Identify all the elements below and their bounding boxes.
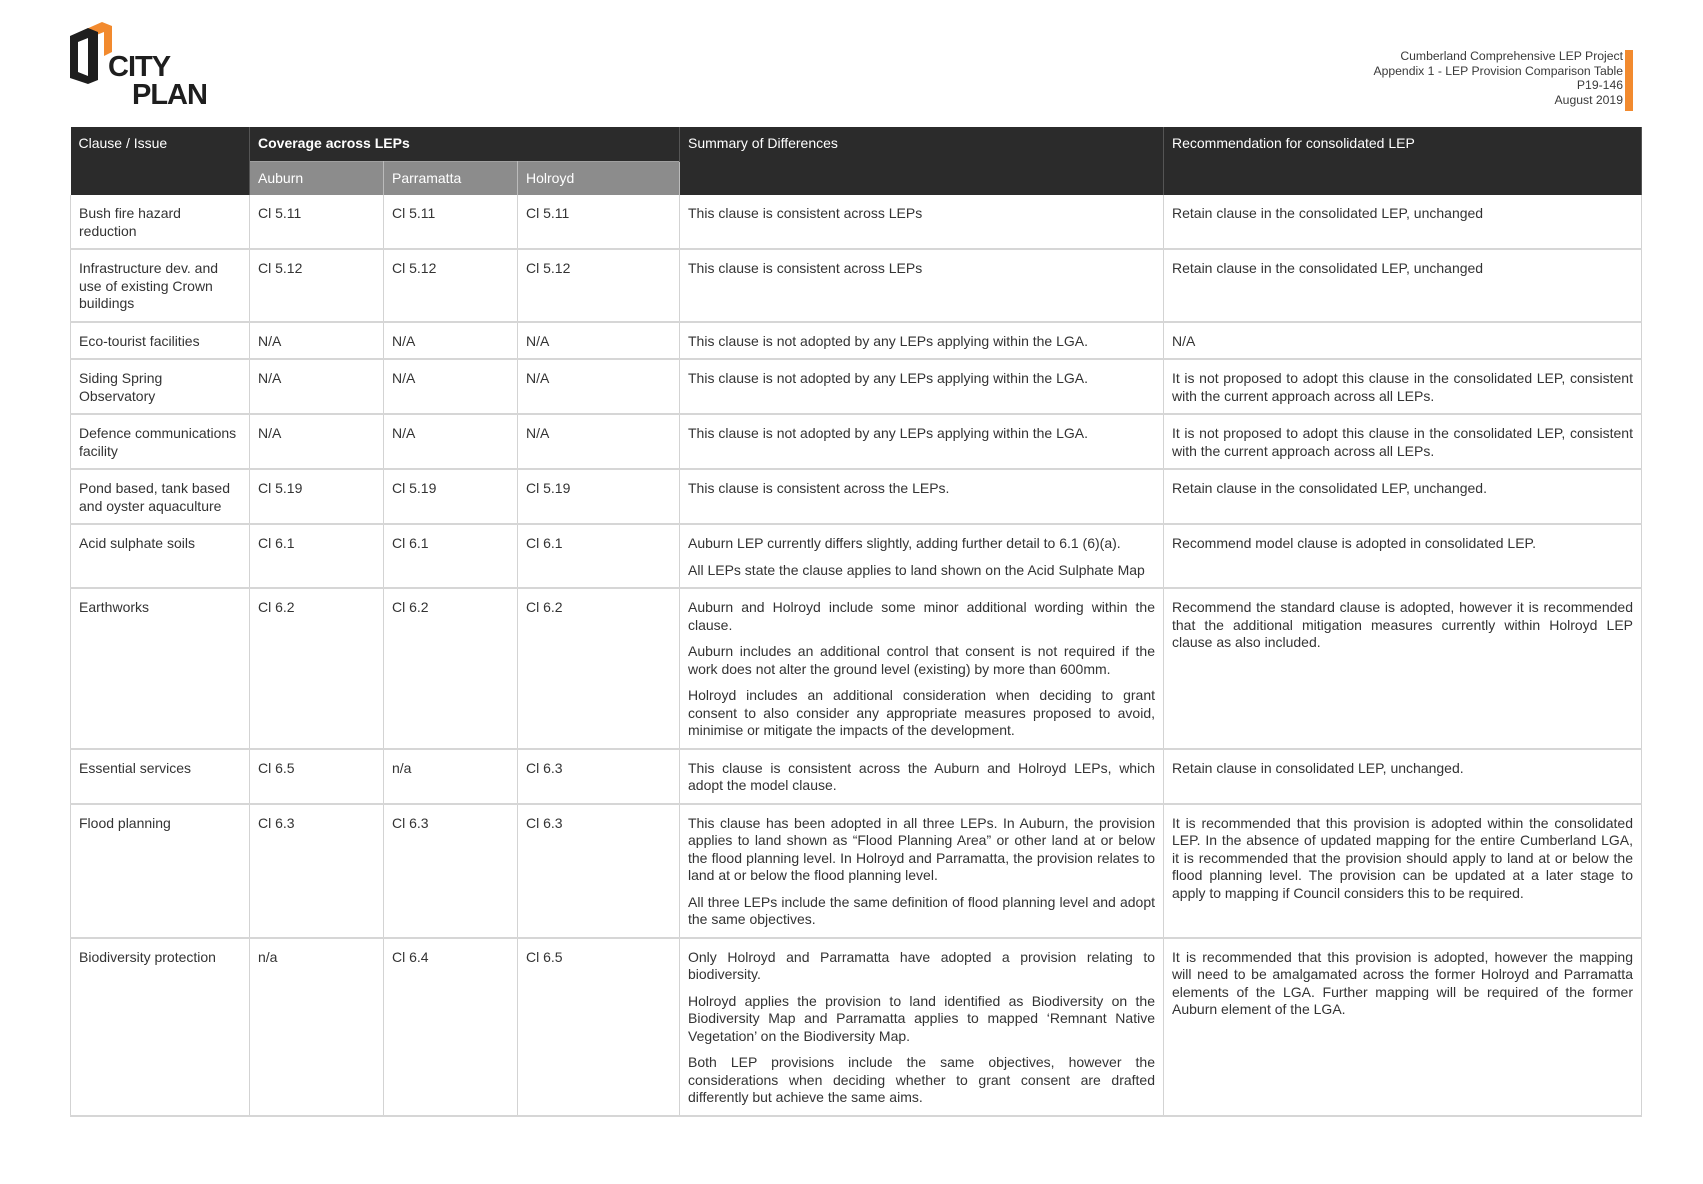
appendix-title: Appendix 1 - LEP Provision Comparison Table [1373,63,1623,78]
cell-holroyd: Cl 6.3 [518,749,680,804]
cell-holroyd: N/A [518,414,680,469]
summary-paragraph: This clause is not adopted by any LEPs applying within the LGA. [688,425,1089,441]
cell-recommendation [1164,804,1642,938]
cell-parramatta: Cl 5.11 [384,195,518,249]
summary-paragraph: This clause is consistent across the LEPs. [688,480,950,496]
city-plan-logo [70,22,240,112]
recommendation-paragraph: It is recommended that this provision is adopted, however the mapping will need to be amalgamated across the former Holroyd and Parramatta elements of the LGA. Further mapping will be required of the former Auburn element of the LGA. [1172,948,1633,1017]
header-auburn: Auburn [250,161,384,195]
cell-clause: Infrastructure dev. and use of existing Crown buildings [71,249,250,322]
cell-holroyd: Cl 5.12 [518,249,680,322]
summary-paragraph: Holroyd includes an additional consideration when deciding to grant consent to also consider any appropriate measures proposed to avoid, minimise or mitigate the impacts of the development. [688,687,1155,738]
header-recommendation: Recommendation for consolidated LEP [1164,127,1642,195]
cell-recommendation [1164,749,1642,804]
cell-recommendation [1164,938,1642,1116]
table-row [71,359,1642,414]
cell-holroyd: Cl 6.3 [518,804,680,938]
summary-paragraph: All three LEPs include the same definition of flood planning level and adopt the same objectives. [688,893,1155,927]
cell-parramatta: Cl 6.1 [384,524,518,588]
header-summary: Summary of Differences [680,127,1164,195]
table-row [71,469,1642,524]
cell-auburn: N/A [250,414,384,469]
document-date: August 2019 [1554,92,1623,107]
cell-holroyd: Cl 5.19 [518,469,680,524]
recommendation-paragraph: Retain clause in the consolidated LEP, unchanged [1172,205,1484,221]
summary-paragraph: Auburn LEP currently differs slightly, adding further detail to 6.1 (6)(a). [688,535,1121,551]
table-body [71,195,1642,1116]
cell-clause: Biodiversity protection [71,938,250,1116]
cell-clause: Pond based, tank based and oyster aquaculture [71,469,250,524]
cell-holroyd: Cl 6.1 [518,524,680,588]
table-row [71,938,1642,1116]
cell-parramatta: Cl 5.12 [384,249,518,322]
lep-comparison-table [70,127,1642,1117]
recommendation-paragraph: It is not proposed to adopt this clause in the consolidated LEP, consistent with the current approach across all LEPs. [1172,425,1633,459]
summary-paragraph: All LEPs state the clause applies to land shown on the Acid Sulphate Map [688,561,1145,578]
recommendation-paragraph: It is recommended that this provision is adopted within the consolidated LEP. In the absence of updated mapping for the entire Cumberland LGA, it is recommended that the provision should apply to land at or below the flood planning level. The provision can be updated at a later stage to apply to mapping if Council considers this to be required. [1172,814,1633,901]
cell-holroyd: Cl 6.5 [518,938,680,1116]
cell-clause: Bush fire hazard reduction [71,195,250,249]
summary-paragraph: Both LEP provisions include the same objectives, however the considerations when deciding whether to grant consent are drafted differently but achieve the same aims. [688,1054,1155,1105]
table-row [71,249,1642,322]
summary-paragraph: Holroyd applies the provision to land identified as Biodiversity on the Biodiversity Map and Parramatta applies to mapped ‘Remnant Native Vegetation’ on the Biodiversity Map. [688,992,1155,1044]
header-parramatta: Parramatta [384,161,518,195]
cell-auburn: Cl 6.5 [250,749,384,804]
summary-paragraph: This clause is consistent across the Auburn and Holroyd LEPs, which adopt the model clause. [688,759,1155,793]
recommendation-paragraph: N/A [1172,332,1196,349]
cell-recommendation [1164,322,1642,360]
cell-auburn: Cl 5.19 [250,469,384,524]
cell-clause: Defence communications facility [71,414,250,469]
recommendation-paragraph: It is not proposed to adopt this clause in the consolidated LEP, consistent with the current approach across all LEPs. [1172,370,1633,404]
project-name: Cumberland Comprehensive LEP Project [1400,49,1623,63]
cell-recommendation [1164,359,1642,414]
summary-paragraph: This clause is consistent across LEPs [688,205,923,221]
recommendation-paragraph: Retain clause in consolidated LEP, unchanged. [1172,759,1464,776]
cell-summary [680,588,1164,749]
cell-summary [680,938,1164,1116]
cell-clause: Earthworks [71,588,250,749]
cell-auburn: Cl 5.11 [250,195,384,249]
cell-auburn: N/A [250,359,384,414]
cell-parramatta: N/A [384,322,518,360]
header-coverage: Coverage across LEPs [250,127,680,161]
cell-clause: Acid sulphate soils [71,524,250,588]
summary-paragraph: Auburn includes an additional control that consent is not required if the work does not alter the ground level (existing) by more than 600mm. [688,643,1155,677]
cell-clause: Flood planning [71,804,250,938]
recommendation-paragraph: Recommend the standard clause is adopted, however it is recommended that the additional mitigation measures currently within Holroyd LEP clause as also included. [1172,599,1633,650]
header-clause: Clause / Issue [71,127,250,195]
table-row [71,588,1642,749]
table-row [71,322,1642,360]
cell-clause: Essential services [71,749,250,804]
recommendation-paragraph: Retain clause in the consolidated LEP, unchanged. [1172,480,1487,496]
project-reference: P19-146 [1576,78,1623,93]
recommendation-paragraph: Recommend model clause is adopted in consolidated LEP. [1172,535,1536,551]
table-row [71,749,1642,804]
logo-line-2: PLAN [132,78,207,111]
cell-summary [680,414,1164,469]
header-holroyd: Holroyd [518,161,680,195]
cell-summary [680,804,1164,938]
cell-auburn: Cl 5.12 [250,249,384,322]
summary-paragraph: Only Holroyd and Parramatta have adopted a provision relating to biodiversity. [688,948,1155,982]
summary-paragraph: This clause is not adopted by any LEPs applying within the LGA. [688,332,1089,349]
cell-auburn: Cl 6.1 [250,524,384,588]
cell-summary [680,524,1164,588]
cell-recommendation [1164,588,1642,749]
table-row [71,195,1642,249]
cell-recommendation [1164,414,1642,469]
cell-holroyd: Cl 6.2 [518,588,680,749]
cell-auburn: Cl 6.2 [250,588,384,749]
cell-recommendation [1164,249,1642,322]
cell-summary [680,322,1164,360]
header-accent-bar [1625,50,1633,111]
cell-recommendation [1164,195,1642,249]
summary-paragraph: This clause is not adopted by any LEPs applying within the LGA. [688,370,1089,386]
table-row [71,804,1642,938]
cell-recommendation [1164,524,1642,588]
cell-parramatta: n/a [384,749,518,804]
cell-parramatta: N/A [384,414,518,469]
table-row [71,414,1642,469]
cell-parramatta: Cl 6.3 [384,804,518,938]
document-header-info [1373,49,1623,107]
cell-summary [680,749,1164,804]
cell-parramatta: Cl 5.19 [384,469,518,524]
summary-paragraph: This clause has been adopted in all three LEPs. In Auburn, the provision applies to land shown as “Flood Planning Area” or other land at or below the flood planning level. In Holroyd and Parramatta, the provision relates to land at or below the flood planning level. [688,814,1155,883]
cell-parramatta: N/A [384,359,518,414]
cell-holroyd: N/A [518,322,680,360]
cell-auburn: N/A [250,322,384,360]
summary-paragraph: This clause is consistent across LEPs [688,260,923,276]
summary-paragraph: Auburn and Holroyd include some minor additional wording within the clause. [688,599,1155,633]
cell-clause: Eco-tourist facilities [71,322,250,360]
logo-wordmark [108,51,207,111]
cell-summary [680,249,1164,322]
cell-auburn: n/a [250,938,384,1116]
cell-auburn: Cl 6.3 [250,804,384,938]
cell-holroyd: N/A [518,359,680,414]
cell-recommendation [1164,469,1642,524]
cell-summary [680,469,1164,524]
cell-summary [680,359,1164,414]
cell-clause: Siding Spring Observatory [71,359,250,414]
cell-parramatta: Cl 6.2 [384,588,518,749]
logo-line-1: CITY [108,51,171,83]
cell-summary [680,195,1164,249]
table-row [71,524,1642,588]
cell-parramatta: Cl 6.4 [384,938,518,1116]
cell-holroyd: Cl 5.11 [518,195,680,249]
recommendation-paragraph: Retain clause in the consolidated LEP, unchanged [1172,260,1484,276]
